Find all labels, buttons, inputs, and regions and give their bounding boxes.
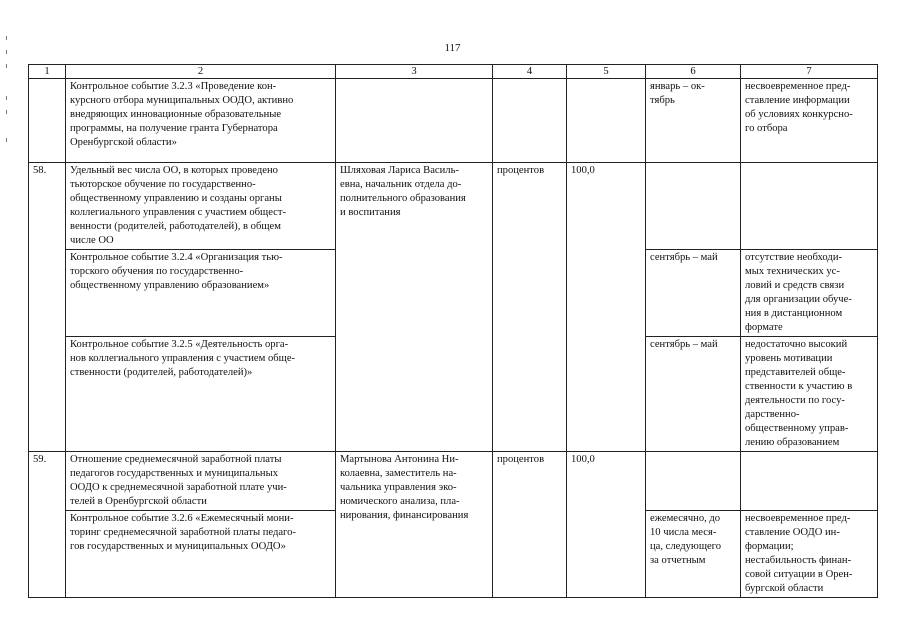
control-event-text: Контрольное событие 3.2.4 «Организация тью- торского обучения по государственно- общественному управлению образованием» bbox=[66, 250, 336, 337]
header-cell: 4 bbox=[493, 65, 567, 79]
value-cell: 100,0 bbox=[567, 163, 646, 452]
period-cell bbox=[646, 452, 741, 511]
risk-cell bbox=[741, 163, 878, 250]
indicator-text: Отношение среднемесячной заработной платы педагогов государственных и муниципальных ООДО к среднемесячной заработной плате учи- телей в Оренбургской области bbox=[66, 452, 336, 511]
risk-cell: недостаточно высокий уровень мотивации представителей обще- ственности к участию в деятельности по госу- дарственно- общественному управ- лению образованием bbox=[741, 337, 878, 452]
row-number-cell bbox=[29, 79, 66, 163]
period-cell: сентябрь – май bbox=[646, 337, 741, 452]
header-cell: 1 bbox=[29, 65, 66, 79]
responsible-cell: Шляховая Лариса Василь- евна, начальник отдела до- полнительного образования и воспитания bbox=[336, 163, 493, 452]
header-row bbox=[29, 65, 878, 79]
risk-cell: несвоевременное пред- ставление ООДО ин- формации; нестабильность финан- совой ситуации в Орен- бургской области bbox=[741, 511, 878, 598]
period-cell: январь – ок- тябрь bbox=[646, 79, 741, 163]
row-number-cell: 59. bbox=[29, 452, 66, 598]
control-event-text: Контрольное событие 3.2.6 «Ежемесячный мони- торинг среднемесячной заработной платы педаго- гов государственных и муниципальных ООДО» bbox=[66, 511, 336, 598]
plan-table bbox=[28, 64, 878, 598]
unit-cell: процентов bbox=[493, 452, 567, 598]
table-row bbox=[29, 79, 878, 163]
value-cell: 100,0 bbox=[567, 452, 646, 598]
header-cell: 6 bbox=[646, 65, 741, 79]
margin-marks bbox=[6, 36, 10, 146]
risk-cell: отсутствие необходи- мых технических ус- ловий и средств связи для организации обуче- ния в дистанционном формате bbox=[741, 250, 878, 337]
page-number: 117 bbox=[444, 42, 461, 54]
table-row bbox=[29, 163, 878, 250]
header-cell: 7 bbox=[741, 65, 878, 79]
unit-cell: процентов bbox=[493, 163, 567, 452]
table-row bbox=[29, 452, 878, 511]
risk-cell bbox=[741, 452, 878, 511]
period-cell bbox=[646, 163, 741, 250]
indicator-text: Удельный вес числа ОО, в которых проведено тьюторское обучение по государственно- общественному управлению и созданы органы коллегиального управления с участием общест- венности (родителей, работодателей), в общем числе ОО bbox=[66, 163, 336, 250]
header-cell: 2 bbox=[66, 65, 336, 79]
header-cell: 3 bbox=[336, 65, 493, 79]
value-cell bbox=[567, 79, 646, 163]
responsible-cell: Мартынова Антонина Ни- колаевна, заместитель на- чальника управления эко- номического анализа, пла- нирования, финансирования bbox=[336, 452, 493, 598]
unit-cell bbox=[493, 79, 567, 163]
period-cell: ежемесячно, до 10 числа меся- ца, следующего за отчетным bbox=[646, 511, 741, 598]
control-event-text: Контрольное событие 3.2.3 «Проведение кон- курсного отбора муниципальных ООДО, активно внедряющих инновационные образовательные программы, на получение гранта Губернатора Оренбургской области» bbox=[66, 79, 336, 163]
row-number-cell: 58. bbox=[29, 163, 66, 452]
risk-cell: несвоевременное пред- ставление информации об условиях конкурсно- го отбора bbox=[741, 79, 878, 163]
period-cell: сентябрь – май bbox=[646, 250, 741, 337]
control-event-text: Контрольное событие 3.2.5 «Деятельность орга- нов коллегиального управления с участием обще- ственности (родителей, работодателей)» bbox=[66, 337, 336, 452]
header-cell: 5 bbox=[567, 65, 646, 79]
responsible-cell bbox=[336, 79, 493, 163]
